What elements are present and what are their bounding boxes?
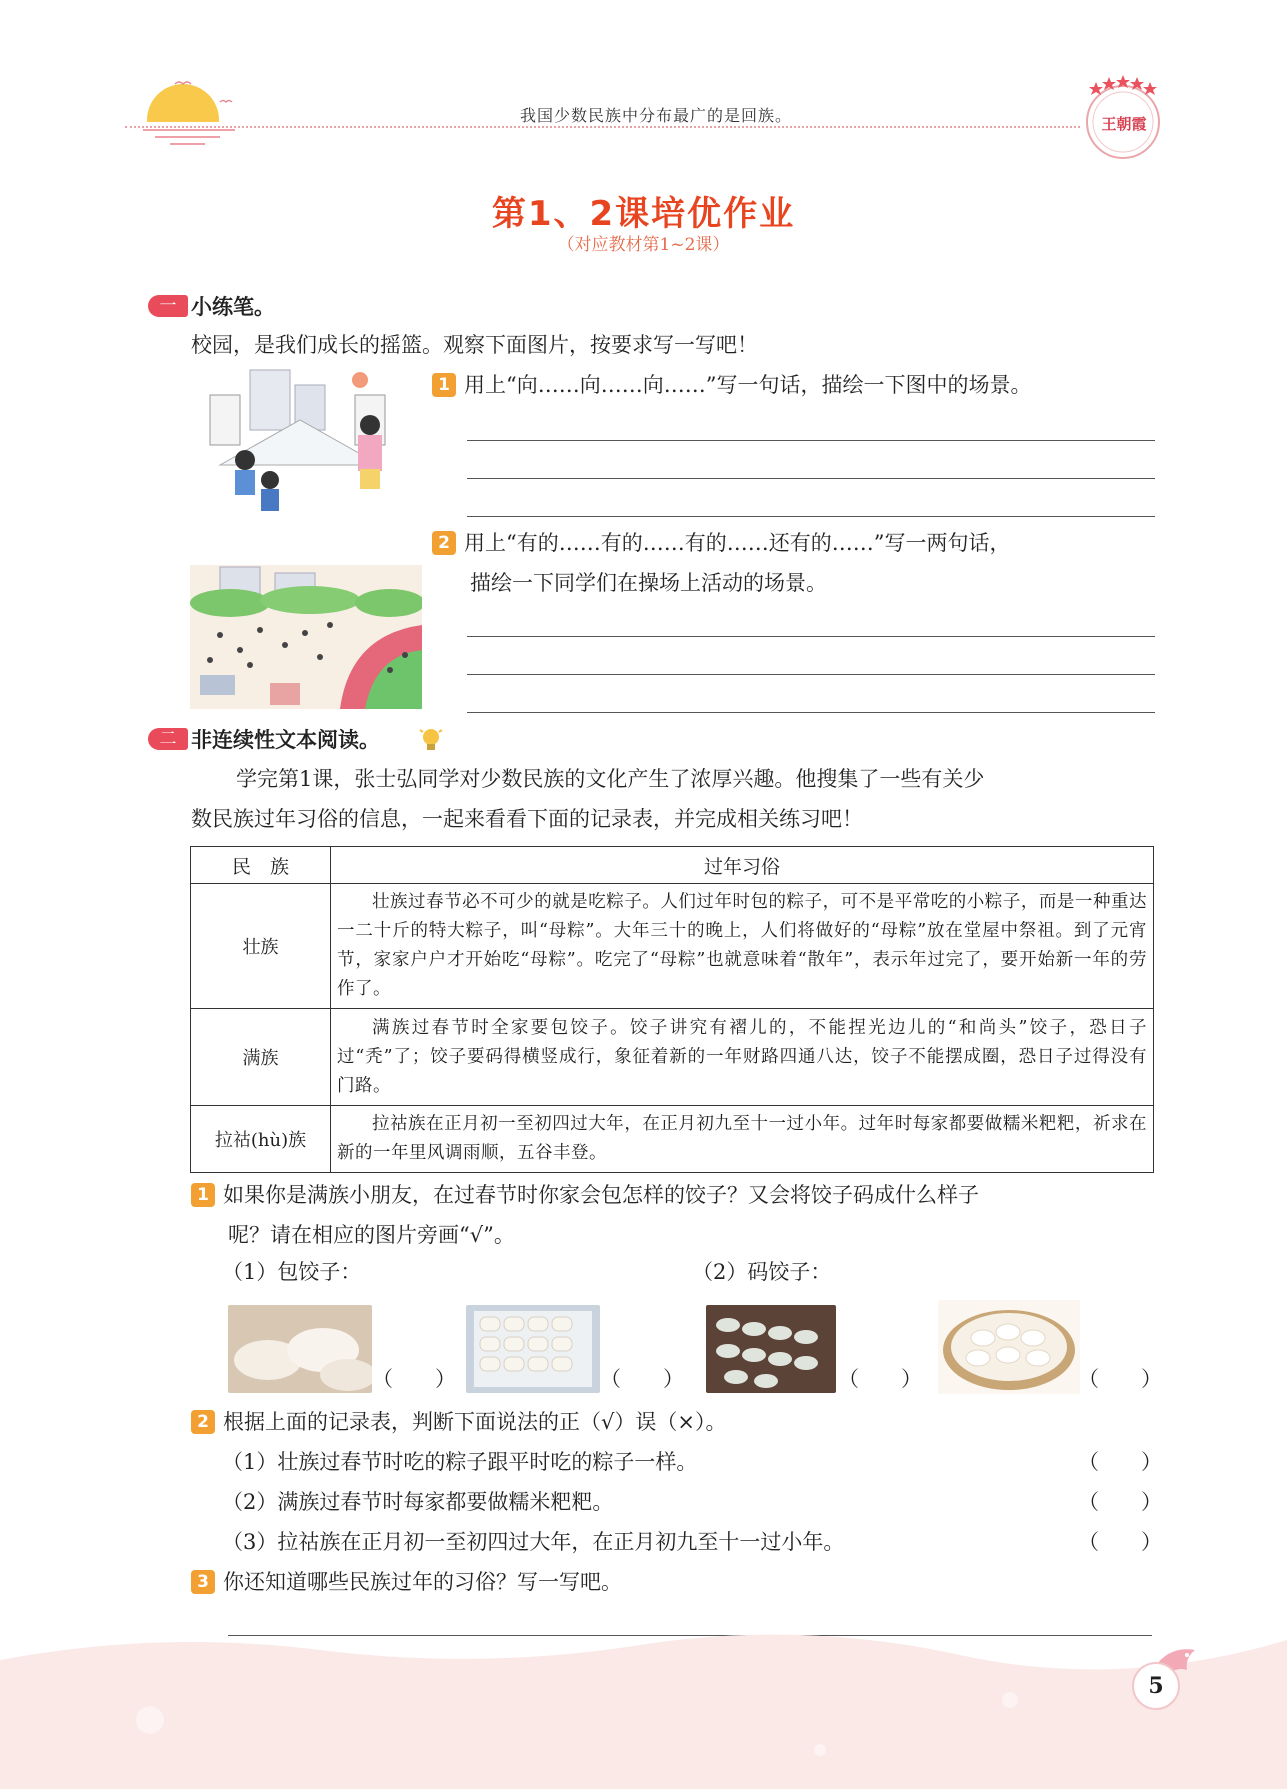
sunset-logo-icon	[135, 72, 245, 152]
section2-q2	[191, 1402, 726, 1442]
table-row	[191, 1009, 1154, 1106]
footer-wave-decoration	[0, 1620, 1287, 1789]
campus-gate-illustration	[200, 365, 400, 525]
judgement-paren[interactable]: （ ）	[1078, 1450, 1162, 1474]
section1-intro: 校园，是我们成长的摇篮。观察下面图片，按要求写一写吧！	[191, 333, 758, 357]
section2-intro-line2: 数民族过年习俗的信息，一起来看看下面的记录表，并完成相关练习吧！	[191, 807, 863, 831]
q2-number-badge: 2	[432, 531, 456, 555]
dumpling-photo-rows-tray	[466, 1305, 600, 1393]
table-header-ethnic: 民 族	[191, 847, 331, 884]
answer-line[interactable]	[467, 674, 1155, 675]
table-cell-custom: 拉祜族在正月初一至初四过大年，在正月初九至十一过小年。过年时每家都要做糯米粑粑，祈求在新的一年里风调雨顺，五谷丰登。	[331, 1106, 1154, 1173]
section2-title: 非连续性文本阅读。	[191, 728, 380, 752]
section1-title: 小练笔。	[191, 295, 275, 319]
s2-q3-number-badge: 3	[191, 1570, 215, 1594]
q1-sub-arrange-dumplings: （2）码饺子：	[692, 1260, 832, 1284]
q1-sub-wrap-dumplings: （1）包饺子：	[222, 1260, 362, 1284]
section1-badge: 一	[148, 295, 188, 317]
section2-badge: 二	[148, 728, 188, 750]
playground-illustration	[190, 565, 422, 709]
header-tip: 我国少数民族中分布最广的是回族。	[520, 106, 793, 125]
judgement-paren[interactable]: （ ）	[1078, 1530, 1162, 1554]
section1-q2-line2: 描绘一下同学们在操场上活动的场景。	[470, 571, 827, 595]
lightbulb-icon	[419, 726, 443, 754]
answer-line[interactable]	[467, 440, 1155, 441]
table-cell-ethnic: 壮族	[191, 884, 331, 1009]
table-cell-custom: 壮族过春节必不可少的就是吃粽子。人们过年时包的粽子，可不是平常吃的小粽子，而是一种重达一二十斤的特大粽子，叫“母粽”。大年三十的晚上，人们将做好的“母粽”放在堂屋中祭祖。到了元宵节，家家户户才开始吃“母粽”。吃完了“母粽”也就意味着“散年”，表示年过完了，要开始新一年的劳作了。	[331, 884, 1154, 1009]
checkbox-paren[interactable]: （ ）	[838, 1367, 922, 1391]
table-header-row	[191, 847, 1154, 884]
q1-number-badge: 1	[432, 373, 456, 397]
table-row	[191, 1106, 1154, 1173]
s2-q3-text: 你还知道哪些民族过年的习俗？写一写吧。	[223, 1570, 622, 1594]
judgement-paren[interactable]: （ ）	[1078, 1490, 1162, 1514]
judgement-item: （3）拉祜族在正月初一至初四过大年，在正月初九至十一过小年。	[222, 1530, 845, 1554]
section1-q2-line1	[432, 523, 1010, 563]
q2-text-line1: 用上“有的……有的……有的……还有的……”写一两句话，	[464, 531, 1011, 555]
answer-line[interactable]	[467, 478, 1155, 479]
answer-line[interactable]	[467, 712, 1155, 713]
checkbox-paren[interactable]: （ ）	[372, 1367, 456, 1391]
dumpling-photo-pleated	[228, 1305, 372, 1393]
answer-line[interactable]	[467, 636, 1155, 637]
table-cell-ethnic: 满族	[191, 1009, 331, 1106]
table-cell-ethnic: 拉祜(hù)族	[191, 1106, 331, 1173]
table-cell-custom: 满族过春节时全家要包饺子。饺子讲究有褶儿的，不能捏光边儿的“和尚头”饺子，恐日子过“秃”了；饺子要码得横竖成行，象征着新的一年财路四通八达，饺子不能摆成圈，恐日子过得没有门路。	[331, 1009, 1154, 1106]
customs-record-table	[190, 846, 1154, 1173]
table-header-custom: 过年习俗	[331, 847, 1154, 884]
s2-q1-number-badge: 1	[191, 1183, 215, 1207]
section2-q1-line1	[191, 1175, 979, 1215]
answer-line[interactable]	[467, 516, 1155, 517]
page-subtitle: （对应教材第1~2课）	[557, 235, 730, 255]
page-number: 5	[1132, 1662, 1180, 1710]
section2-q1-line2: 呢？请在相应的图片旁画“√”。	[228, 1223, 515, 1247]
checkbox-paren[interactable]: （ ）	[600, 1367, 684, 1391]
header-dotted-line	[125, 126, 1080, 128]
judgement-item: （2）满族过春节时每家都要做糯米粑粑。	[222, 1490, 614, 1514]
judgement-item: （1）壮族过春节时吃的粽子跟平时吃的粽子一样。	[222, 1450, 698, 1474]
q1-text: 用上“向……向……向……”写一句话，描绘一下图中的场景。	[464, 373, 1032, 397]
table-row	[191, 884, 1154, 1009]
page-title: 第1、2课培优作业	[491, 194, 796, 234]
s2-q2-text: 根据上面的记录表，判断下面说法的正（√）误（×）。	[223, 1410, 727, 1434]
dumpling-photo-circle-basket	[938, 1300, 1080, 1394]
dumpling-photo-lines-dark	[706, 1305, 836, 1393]
section2-intro-line1: 学完第1课，张士弘同学对少数民族的文化产生了浓厚兴趣。他搜集了一些有关少	[236, 767, 985, 791]
publisher-seal-text: 王朝霞	[1101, 115, 1147, 133]
section2-q3	[191, 1562, 622, 1602]
checkbox-paren[interactable]: （ ）	[1078, 1367, 1162, 1391]
s2-q1-text-line1: 如果你是满族小朋友，在过春节时你家会包怎样的饺子？又会将饺子码成什么样子	[223, 1183, 979, 1207]
section1-q1	[432, 365, 1031, 405]
s2-q2-number-badge: 2	[191, 1410, 215, 1434]
